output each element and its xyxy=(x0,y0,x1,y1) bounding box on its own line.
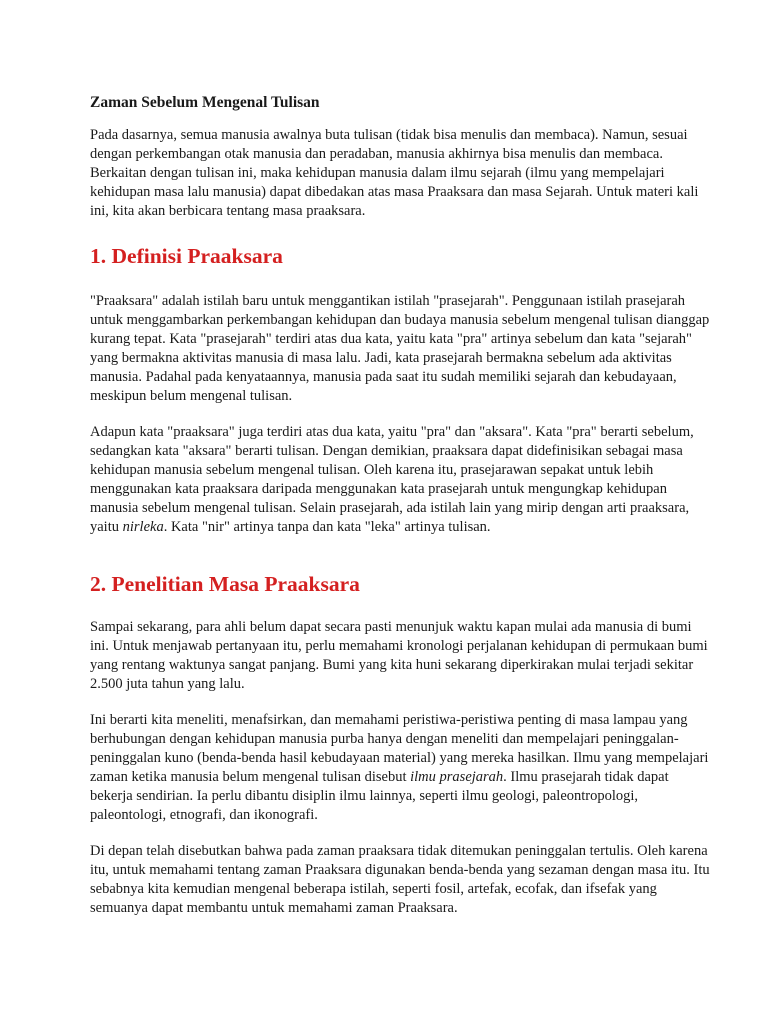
text-run: Ini berarti kita meneliti, menafsirkan, dan memahami peristiwa-peristiwa penting di masa lampau yang berhubungan dengan kehidupan manusia purba hanya dengan meneliti dan mempelajari peninggalan-peninggalan kuno (benda-benda hasil kebudayaan material) yang mereka hasilkan. Ilmu yang mempelajari zaman ketika manusia belum mengenal tulisan disebut xyxy=(90,712,709,785)
italic-term: ilmu prasejarah xyxy=(410,769,504,785)
section-heading-penelitian: 2. Penelitian Masa Praaksara xyxy=(90,572,360,596)
text-run: . Kata "nir" artinya tanpa dan kata "leka" artinya tulisan. xyxy=(163,519,491,535)
intro-paragraph: Pada dasarnya, semua manusia awalnya buta tulisan (tidak bisa menulis dan membaca). Namun, sesuai dengan perkembangan otak manusia dan peradaban, manusia akhirnya bisa menulis dan membaca. Berkaitan dengan tulisan ini, maka kehidupan manusia dalam ilmu sejarah (ilmu yang mempelajari kehidupan masa lalu manusia) dapat dibedakan atas masa Praaksara dan masa Sejarah. Untuk materi kali ini, kita akan berbicara tentang masa praaksara. xyxy=(90,127,699,219)
document-title: Zaman Sebelum Mengenal Tulisan xyxy=(90,94,320,111)
italic-term: nirleka xyxy=(122,519,164,535)
document-page xyxy=(90,93,712,935)
text-run: Adapun kata "praaksara" juga terdiri atas dua kata, yaitu "pra" dan "aksara". Kata "pra" berarti sebelum, sedangkan kata "aksara" berarti tulisan. Dengan demikian, praaksara dapat didefinisikan sebagai masa kehidupan manusia sebelum mengenal tulisan. Oleh karena itu, prasejarawan sepakat untuk lebih menggunakan kata praaksara daripada menggunakan kata prasejarah untuk mengungkap kehidupan manusia sebelum mengenal tulisan. Selain prasejarah, ada istilah lain yang mirip dengan arti praaksara, yaitu xyxy=(90,424,694,535)
penelitian-paragraph-2 xyxy=(90,711,712,825)
definisi-paragraph-2 xyxy=(90,423,712,537)
penelitian-paragraph-1: Sampai sekarang, para ahli belum dapat secara pasti menunjuk waktu kapan mulai ada manusia di bumi ini. Untuk menjawab pertanyaan itu, perlu memahami kronologi perjalanan kehidupan di permukaan bumi yang rentang waktunya sangat panjang. Bumi yang kita huni sekarang diperkirakan mulai terjadi sekitar 2.500 juta tahun yang lalu. xyxy=(90,619,708,692)
section-heading-definisi: 1. Definisi Praaksara xyxy=(90,244,283,268)
text-run: . Ilmu prasejarah tidak dapat bekerja sendirian. Ia perlu dibantu disiplin ilmu lainnya, seperti ilmu geologi, paleontropologi, paleontologi, etnografi, dan ikonografi. xyxy=(90,769,669,823)
definisi-paragraph-1: "Praaksara" adalah istilah baru untuk menggantikan istilah "prasejarah". Penggunaan istilah prasejarah untuk menggambarkan perkembangan kehidupan dan budaya manusia sebelum mengenal tulisan dianggap kurang tepat. Kata "prasejarah" terdiri atas dua kata, yaitu kata "pra" artinya sebelum dan kata "sejarah" yang bermakna aktivitas manusia di masa lalu. Jadi, kata prasejarah bermakna sebelum ada aktivitas manusia. Padahal pada kenyataannya, manusia pada saat itu sudah memiliki sejarah dan kebudayaan, meskipun belum mengenal tulisan. xyxy=(90,293,710,404)
penelitian-paragraph-3: Di depan telah disebutkan bahwa pada zaman praaksara tidak ditemukan peninggalan tertulis. Oleh karena itu, untuk memahami tentang zaman Praaksara digunakan benda-benda yang sezaman dengan masa itu. Itu sebabnya kita kemudian mengenal beberapa istilah, seperti fosil, artefak, ecofak, dan ifsefak yang semuanya dapat membantu untuk memahami zaman Praaksara. xyxy=(90,843,710,916)
